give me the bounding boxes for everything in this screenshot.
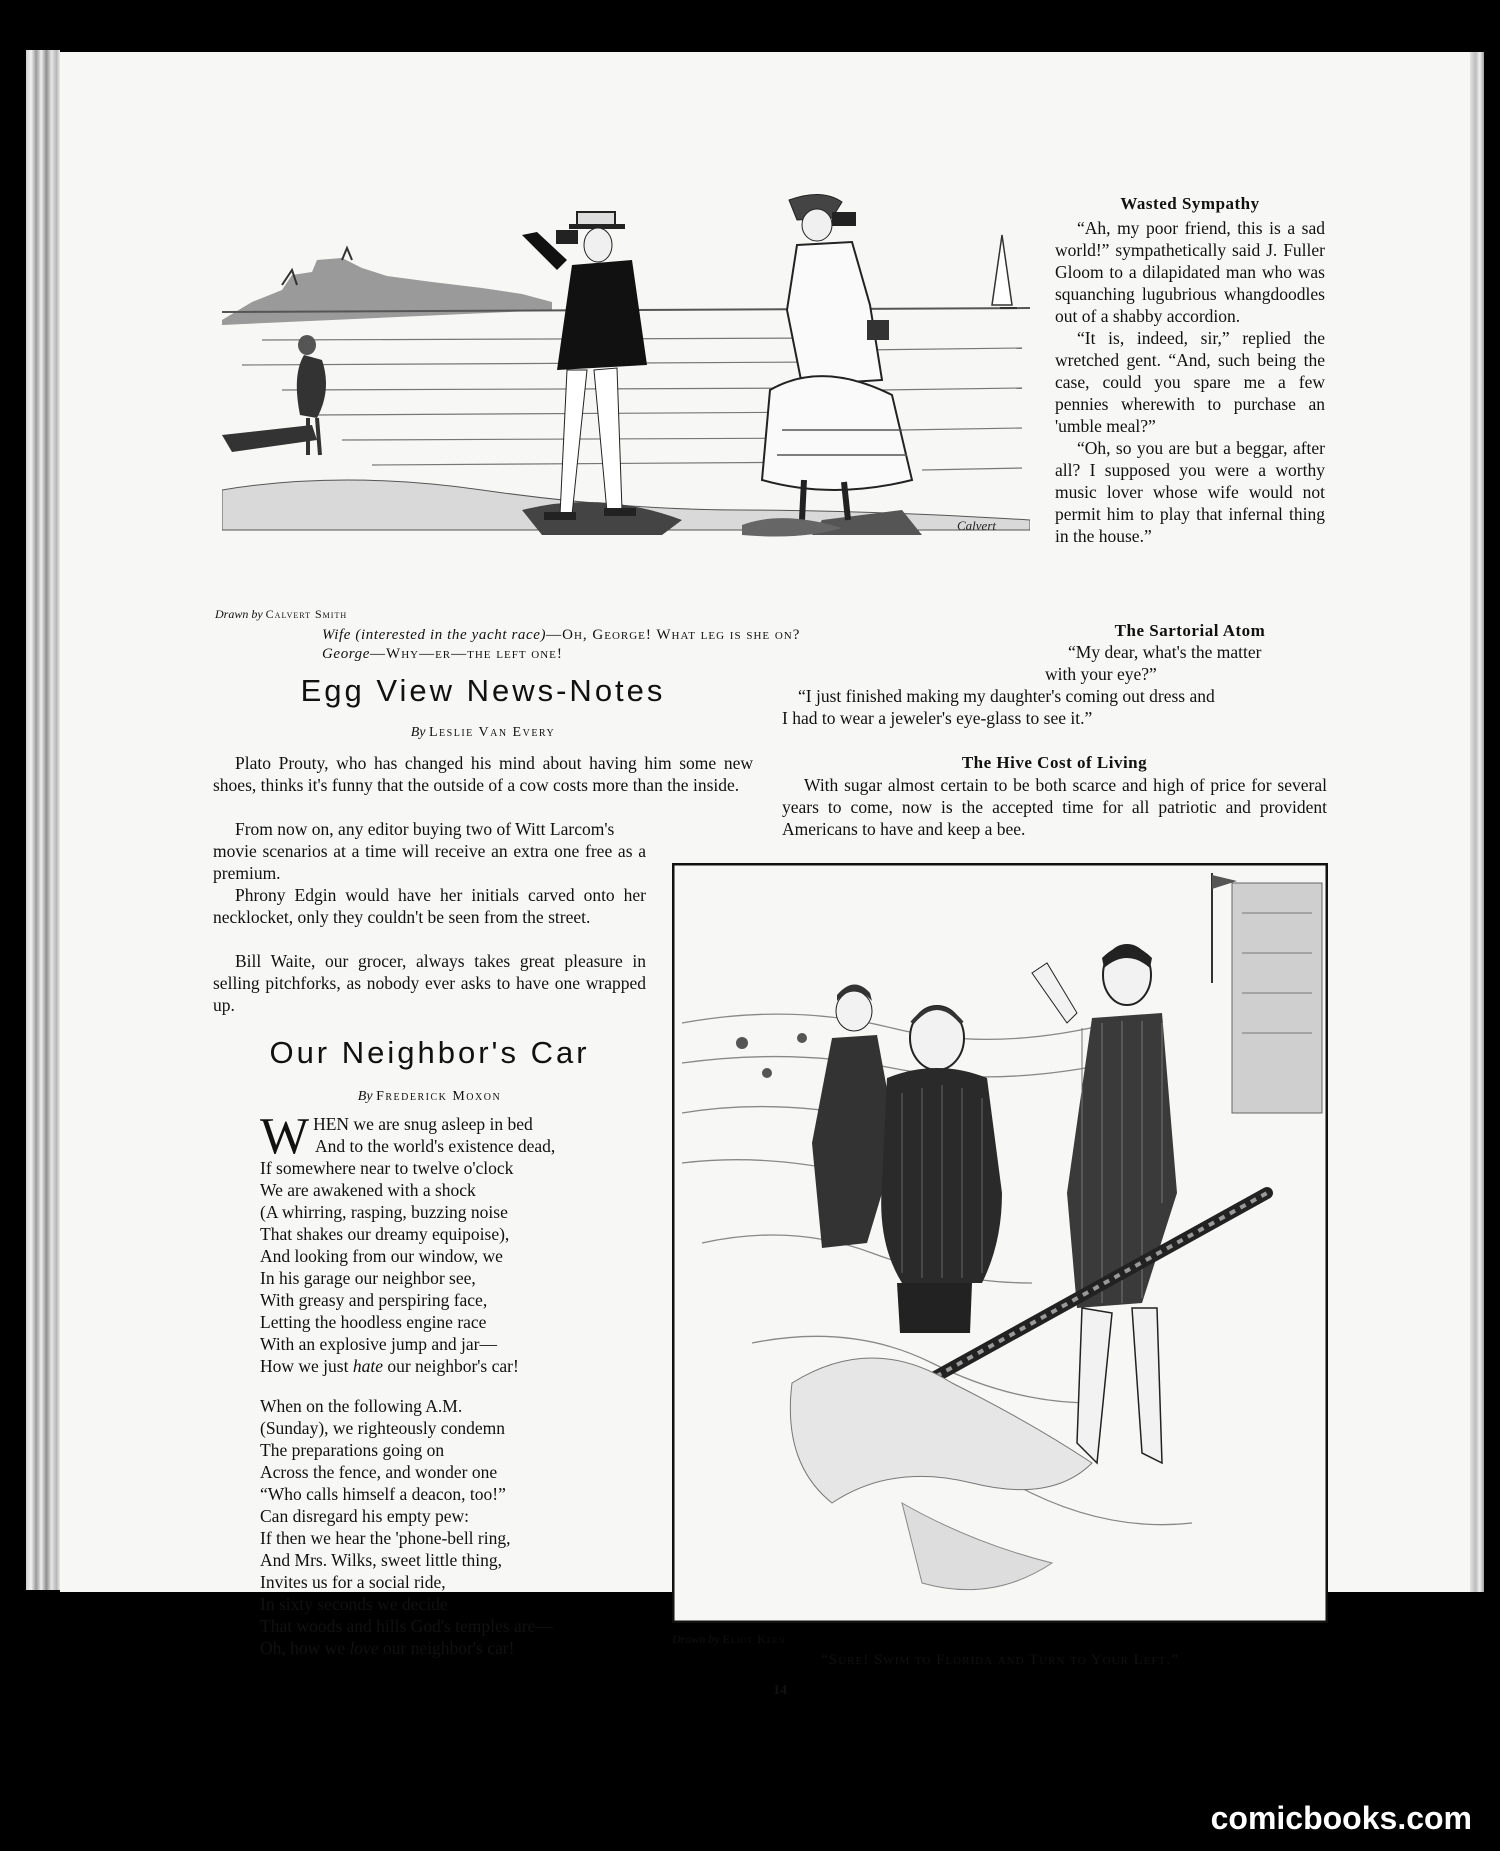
sartorial-atom-line2: with your eye?” bbox=[1045, 664, 1157, 684]
wasted-sympathy-title: Wasted Sympathy bbox=[1120, 194, 1260, 213]
poem-line: And looking from our window, we bbox=[260, 1246, 503, 1266]
poem-line: With greasy and perspiring face, bbox=[260, 1290, 488, 1310]
egg-view-item1: Plato Prouty, who has changed his mind about having him some new shoes, thinks it's funny that the outside of a cow costs more than the inside. bbox=[213, 753, 753, 795]
poem-line: If then we hear the 'phone-bell ring, bbox=[260, 1528, 511, 1548]
poem-line: “Who calls himself a deacon, too!” bbox=[260, 1484, 506, 1504]
drop-cap: W bbox=[260, 1108, 310, 1165]
poem-line: The preparations going on bbox=[260, 1440, 445, 1460]
sartorial-atom-para2-line2: I had to wear a jeweler's eye-glass to see it.” bbox=[782, 708, 1093, 728]
poem-line: (Sunday), we righteously condemn bbox=[260, 1418, 505, 1438]
beach-bathers-illustration bbox=[672, 863, 1328, 1623]
artist-signature: Calvert bbox=[957, 518, 996, 533]
poem-line: We are awakened with a shock bbox=[260, 1180, 476, 1200]
poem-line: And to the world's existence dead, bbox=[315, 1136, 556, 1156]
top-cartoon-caption-1: Wife (interested in the yacht race)—Oh, George! What leg is she on? bbox=[322, 627, 801, 643]
hive-cost-title: The Hive Cost of Living bbox=[961, 753, 1148, 772]
sartorial-atom-title: The Sartorial Atom bbox=[1114, 621, 1266, 640]
egg-view-title: Egg View News-Notes bbox=[300, 673, 666, 708]
wasted-sympathy-para3: “Oh, so you are but a beggar, after all? I supposed you were a worthy music lover whose wife would not permit him to play that infernal thing in the house.” bbox=[1055, 438, 1325, 546]
bottom-cartoon-caption: “Sure! Swim to Florida and Turn to Your Left.” bbox=[821, 1652, 1179, 1668]
site-watermark: comicbooks.com bbox=[1210, 1800, 1472, 1836]
poem-line: Letting the hoodless engine race bbox=[260, 1312, 487, 1332]
page-edge bbox=[1470, 52, 1484, 1592]
poem-line: Can disregard his empty pew: bbox=[260, 1506, 469, 1526]
poem-line: Invites us for a social ride, bbox=[260, 1572, 446, 1592]
hive-cost-text: With sugar almost certain to be both scarce and high of price for several years to come, now is the accepted time for all patriotic and provident Americans to have and keep a bee. bbox=[782, 775, 1327, 839]
poem-line: And Mrs. Wilks, sweet little thing, bbox=[260, 1550, 503, 1570]
poem-line: Across the fence, and wonder one bbox=[260, 1462, 498, 1482]
book-spine bbox=[26, 50, 60, 1590]
page-number: 14 bbox=[773, 1683, 787, 1698]
bottom-cartoon-credit: Drawn by Eliot Keen bbox=[672, 1632, 786, 1646]
sartorial-atom-para2-line1: “I just finished making my daughter's coming out dress and bbox=[798, 686, 1215, 706]
wasted-sympathy-column bbox=[1055, 193, 1325, 547]
wasted-sympathy-para2: “It is, indeed, sir,” replied the wretched gent. “And, such being the case, could you spare me a few pennies wherewith to purchase an 'umble meal?” bbox=[1055, 328, 1325, 436]
egg-view-item2-line1: From now on, any editor buying two of Witt Larcom's bbox=[235, 819, 615, 839]
poem-refrain-love: Oh, how we love our neighbor's car! bbox=[260, 1638, 515, 1658]
poem-line: That woods and hills God's temples are— bbox=[260, 1616, 553, 1636]
egg-view-item2-rest: movie scenarios at a time will receive an extra one free as a premium. bbox=[213, 841, 646, 883]
poem-line: (A whirring, rasping, buzzing noise bbox=[260, 1202, 508, 1222]
wasted-sympathy-para1: “Ah, my poor friend, this is a sad world!” sympathetically said J. Fuller Gloom to a dilapidated man who was squanching lugubrious whangdoodles out of a shabby accordion. bbox=[1055, 218, 1325, 326]
egg-view-item3: Phrony Edgin would have her initials carved onto her necklocket, only they couldn't be seen from the street. bbox=[213, 885, 646, 927]
neighbor-car-title: Our Neighbor's Car bbox=[269, 1035, 590, 1070]
top-cartoon-caption-2: George—Why—er—the left one! bbox=[322, 646, 563, 662]
poem-first-line: WHEN we are snug asleep in bed bbox=[260, 1108, 533, 1165]
poem-line: If somewhere near to twelve o'clock bbox=[260, 1158, 514, 1178]
poem-refrain-hate: How we just hate our neighbor's car! bbox=[260, 1356, 519, 1376]
poem-line: In his garage our neighbor see, bbox=[260, 1268, 476, 1288]
top-cartoon-credit: Drawn by Calvert Smith bbox=[215, 607, 348, 621]
neighbor-car-poem bbox=[260, 1108, 640, 1659]
yacht-race-illustration bbox=[222, 190, 1030, 595]
poem-line: That shakes our dreamy equipoise), bbox=[260, 1224, 510, 1244]
sartorial-atom-line1: “My dear, what's the matter bbox=[1068, 642, 1262, 662]
neighbor-car-byline: By Frederick Moxon bbox=[357, 1089, 502, 1104]
egg-view-byline: By Leslie Van Every bbox=[410, 725, 556, 740]
poem-line: In sixty seconds we decide bbox=[260, 1594, 448, 1614]
egg-view-item4: Bill Waite, our grocer, always takes great pleasure in selling pitchforks, as nobody ever asks to have one wrapped up. bbox=[213, 951, 646, 1015]
poem-line: When on the following A.M. bbox=[260, 1396, 463, 1416]
poem-line: With an explosive jump and jar— bbox=[260, 1334, 497, 1354]
